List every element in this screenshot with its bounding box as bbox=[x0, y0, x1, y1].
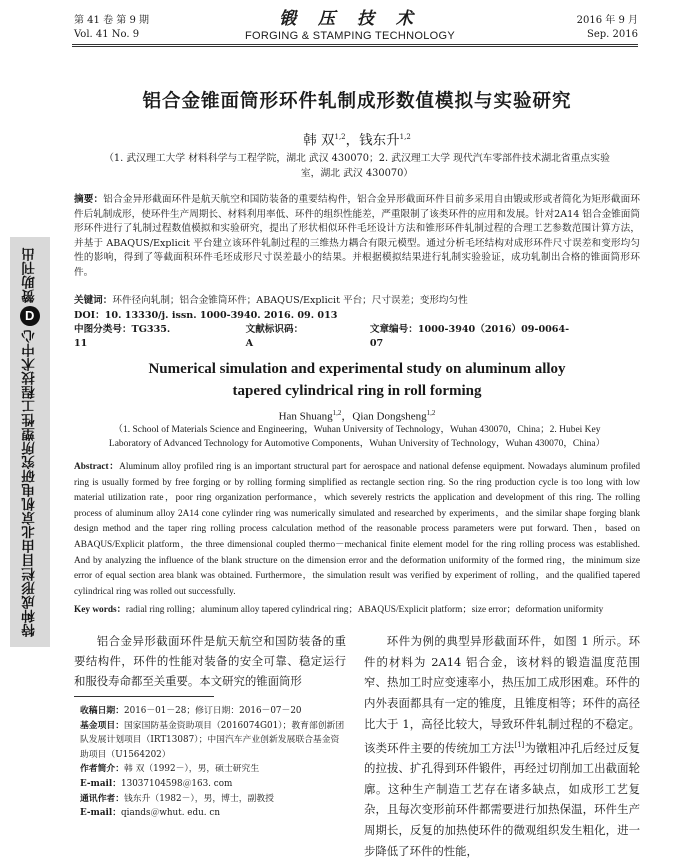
author-en-sep: ， bbox=[341, 410, 353, 423]
footnotes bbox=[80, 704, 348, 821]
received-text: 2016－01－28；修订日期：2016－07－20 bbox=[124, 706, 302, 716]
keywords-label-en: Key words： bbox=[74, 605, 126, 615]
authors-cn bbox=[74, 128, 640, 150]
footnote-received bbox=[80, 704, 348, 719]
keywords-text-cn: 环件径向轧制；铝合金锥筒环件；ABAQUS/Explicit 平台；尺寸误差；变形均匀性 bbox=[112, 295, 468, 306]
footnote-author bbox=[80, 762, 348, 777]
citation-1: [1] bbox=[514, 740, 525, 749]
volume-cn: 第 41 卷 第 9 期 bbox=[74, 15, 149, 26]
journal-title-cn: 锻 压 技 术 bbox=[279, 9, 421, 29]
author-bio-label: 作者简介： bbox=[80, 764, 124, 775]
author-2-en-sup: 1,2 bbox=[426, 409, 436, 417]
received-label: 收稿日期： bbox=[80, 706, 124, 716]
keywords-label-cn: 关键词： bbox=[74, 295, 113, 306]
footnote-email-2 bbox=[80, 806, 348, 821]
body-left-column: 铝合金异形截面环件是航天航空和国防装备的重要结构件，环件的性能对装备的安全可靠、稳定运行和服役寿命都至关重要。本文研究的锥面筒形 bbox=[74, 634, 346, 688]
sponsor-text-b: 赞助刊出 bbox=[22, 247, 38, 303]
email-1-text: 13037104598＠163. com bbox=[121, 778, 233, 789]
corr-text: 钱东升（1982－），男，博士，副教授 bbox=[124, 793, 274, 804]
corr-label: 通讯作者： bbox=[80, 793, 124, 804]
fund-text: 国家国防基金资助项目（2016074G01）；教育部创新团队发展计划项目（IRT13087）；中国汽车产业创新发展联合基金资助项目（U1564202） bbox=[80, 720, 345, 760]
sponsor-text-a: 特种成形栏目由北京机电研究所塑性工程技术中心 bbox=[22, 329, 38, 637]
author-1-cn: 韩 双 bbox=[303, 132, 335, 149]
abstract-text-cn: 铝合金异形截面环件是航天航空和国防装备的重要结构件，铝合金异形截面环件目前多采用自由锻或形或者简化为矩形截面环件后轧制成形，使环件生产周期长、材料利用率低、环件的组织性能差，严重限制了该类环件的应用和发展。针对2A14 铝合金锥面筒形环件进行了轧制过程数值模拟和实验研究，提出了形状相似环件毛坯设计方法和锥形环件轧制过程的合理工艺参数范围计算方法，并基于 ABAQUS/Explicit 平台建立该环件轧制过程的三维热力耦合有限元模型。通过分析毛坯结构对成形环件尺寸误差和变形均匀性的影响，得到了等截面积环件毛坯成形尺寸误差最小的结果。并根据模拟结果进行轧制实验验证，成功轧制出合格的锥面筒形环件。 bbox=[74, 194, 641, 278]
affiliation-cn: （1. 武汉理工大学 材料科学与工程学院，湖北 武汉 430070；2. 武汉理工大学 现代汽车零部件技术湖北省重点实验室，湖北 武汉 430070） bbox=[104, 153, 610, 179]
abstract-cn bbox=[74, 193, 640, 281]
affiliation-en: （1. School of Materials Science and Engineering，Wuhan University of Technology，Wuhan 430070，China；2. Hubei Key Laboratory of Advanced Technology for Automotive Components，Wuhan University of Technology，Wuhan 430070，China） bbox=[108, 425, 606, 449]
authors-en bbox=[74, 406, 640, 424]
abstract-text-en: Aluminum alloy profiled ring is an important structural part for aerospace and national defense equipment. Nowadays aluminum profiled ring is usually formed by free forging or by rolling forming simplified as rectangle section ring. So the ring production cycle is too long with low material utilization rate，poor ring organization performance，which severely restricts the application and development of this ring. The rolling process of aluminum alloy 2A14 cone cylinder ring was numerically simulated and researched by experiments，and the similar shape forging blank design method and the taper ring rolling process calculation method of the reasonable process parameters were put forward. Then，based on ABAQUS/Explicit platform，the three dimensional coupled thermo－mechanical finite element model for the ring rolling process was established. And by analyzing the influence of the blank structure on the dimension error and the deformation uniformity of the formed ring，the minimum size error of equal section area blank was obtained. Furthermore，the simulation result was verified by experiment of rolling，and the qualified tapered cylindrical ring was rolled out successfully. bbox=[74, 462, 640, 597]
footnote-corresponding bbox=[80, 792, 348, 807]
abstract-label-cn: 摘要： bbox=[74, 194, 104, 205]
keywords-text-en: radial ring rolling；aluminum alloy tapered cylindrical ring；ABAQUS/Explicit platform；size error；deformation uniformity bbox=[125, 605, 604, 615]
body-right-column bbox=[364, 631, 640, 862]
classification-line bbox=[74, 323, 640, 351]
email-2-label: E-mail： bbox=[80, 808, 122, 819]
sponsor-sidebar bbox=[10, 237, 50, 647]
paper-title-en-text: Numerical simulation and experimental study on aluminum alloy tapered cylindrical ring in roll forming bbox=[148, 361, 566, 399]
body-right-text-b: 为镦粗冲孔后经过反复的拉拔、扩孔得到环件锻件，再经过切削加工出截面轮廓。这种生产制造工艺存在诸多缺点，如成形工艺复杂，且每次变形前环件都需要进行加热保温，环件生产周期长，反复的加热使环件的微观组织发生粗化，进一步降低了环件的性能， bbox=[364, 740, 640, 858]
email-2-text: qiands＠whut. edu. cn bbox=[121, 808, 220, 819]
author-bio-text: 韩 双（1992－），男，硕士研究生 bbox=[124, 764, 260, 775]
header-date bbox=[577, 14, 638, 42]
footnote-divider bbox=[74, 696, 214, 697]
date-cn: 2016 年 9 月 bbox=[576, 15, 638, 26]
footnote-email-1 bbox=[80, 777, 348, 792]
fund-label: 基金项目： bbox=[80, 720, 124, 731]
email-1-label: E-mail： bbox=[80, 778, 122, 789]
abstract-en bbox=[74, 460, 640, 600]
header-divider-2 bbox=[72, 46, 638, 47]
paper-title-cn: 铝合金锥面筒形环件轧制成形数值模拟与实验研究 bbox=[142, 91, 572, 112]
keywords-cn bbox=[74, 294, 640, 308]
document-code: 文献标识码：A bbox=[245, 324, 304, 349]
paper-title-en bbox=[74, 358, 640, 402]
journal-title-en: FORGING & STAMPING TECHNOLOGY bbox=[245, 30, 455, 42]
class-number: 中图分类号：TG335. 11 bbox=[74, 324, 171, 349]
sponsor-text bbox=[10, 237, 50, 647]
sponsor-logo-icon: D bbox=[20, 306, 40, 326]
author-2-en: Qian Dongsheng bbox=[352, 410, 427, 423]
date-en: Sep. 2016 bbox=[587, 29, 638, 40]
author-1-en-sup: 1,2 bbox=[332, 409, 342, 417]
abstract-label-en: Abstract： bbox=[74, 462, 120, 472]
author-1-sup: 1,2 bbox=[334, 133, 346, 141]
author-sep: ， bbox=[345, 132, 360, 149]
volume-en: Vol. 41 No. 9 bbox=[74, 29, 140, 40]
author-1-en: Han Shuang bbox=[278, 410, 333, 423]
footnote-fund bbox=[80, 719, 348, 763]
body-right-text: 环件为例的典型异形截面环件，如图 1 所示。环件的材料为 2A14 铝合金，该材料的锻造温度范围窄、热加工时应变速率小，热压加工成形困难。环件的内外表面都具有一定的锥度，且锥度相等；环件的高径比大于 1，高径比较大，导致环件轧制过程的不稳定。该类环件主要的传统加工方法 bbox=[364, 634, 640, 755]
author-2-sup: 1,2 bbox=[399, 133, 411, 141]
header-divider bbox=[72, 44, 638, 45]
keywords-en bbox=[74, 603, 640, 617]
author-2-cn: 钱东升 bbox=[359, 132, 400, 149]
doi: DOI：10. 13330/j. issn. 1000-3940. 2016. 09. 013 bbox=[74, 310, 338, 321]
article-number: 文章编号：1000-3940（2016）09-0064-07 bbox=[369, 324, 570, 349]
